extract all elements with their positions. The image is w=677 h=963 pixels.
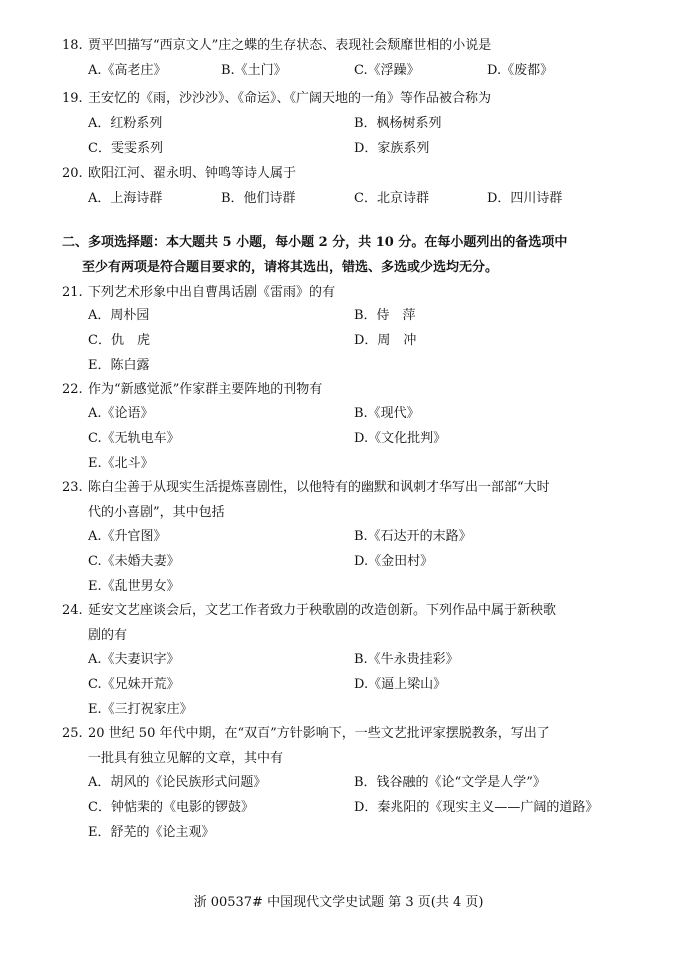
options-row <box>88 795 628 820</box>
option-d[interactable]: D.《废都》 <box>487 63 554 78</box>
option-c[interactable]: C．雯雯系列 <box>88 141 163 156</box>
options-row <box>88 549 628 574</box>
option-e[interactable]: E.《北斗》 <box>88 456 154 471</box>
question-25 <box>62 721 628 771</box>
option-d[interactable]: D．家族系列 <box>354 141 430 156</box>
option-d[interactable]: D．周 冲 <box>354 333 417 348</box>
option-b[interactable]: B.《石达开的末路》 <box>354 529 472 544</box>
option-d[interactable]: D.《逼上梁山》 <box>354 677 447 692</box>
question-stem-continued: 剧的有 <box>88 628 128 643</box>
question-19 <box>62 86 628 111</box>
question-number: 24. <box>62 603 83 618</box>
question-stem: 王安忆的《雨，沙沙沙》、《命运》、《广阔天地的一角》等作品被合称为 <box>88 91 492 106</box>
question-number: 22. <box>62 382 83 397</box>
option-b[interactable]: B．枫杨树系列 <box>354 116 442 131</box>
option-c[interactable]: C.《浮躁》 <box>354 63 420 78</box>
option-c[interactable]: C．仇 虎 <box>88 333 150 348</box>
option-a[interactable]: A．胡风的《论民族形式问题》 <box>88 775 267 790</box>
option-a[interactable]: A．周朴园 <box>88 308 150 323</box>
options-row <box>88 353 628 378</box>
options-row <box>88 820 628 845</box>
option-b[interactable]: B.《牛永贵挂彩》 <box>354 652 459 667</box>
question-22 <box>62 377 628 402</box>
options-row <box>88 672 628 697</box>
option-c[interactable]: C.《未婚夫妻》 <box>88 554 180 569</box>
question-number: 18. <box>62 38 83 53</box>
option-d[interactable]: D.《金田村》 <box>354 554 434 569</box>
question-24 <box>62 598 628 648</box>
options-row <box>88 574 628 599</box>
options-row <box>88 58 628 83</box>
section-heading-line1: 二、多项选择题：本大题共 5 小题，每小题 2 分，共 10 分。在每小题列出的备选项中 <box>62 235 568 250</box>
option-d[interactable]: D．秦兆阳的《现实主义——广阔的道路》 <box>354 800 599 815</box>
option-a[interactable]: A.《高老庄》 <box>88 63 167 78</box>
page-footer: 浙 00537# 中国现代文学史试题 第 3 页(共 4 页) <box>193 895 484 910</box>
question-number: 21. <box>62 285 83 300</box>
question-stem: 20 世纪 50 年代中期，在“双百”方针影响下，一些文艺批评家摆脱教条，写出了 <box>88 726 550 741</box>
question-stem: 欧阳江河、翟永明、钟鸣等诗人属于 <box>88 166 297 181</box>
option-a[interactable]: A.《升官图》 <box>88 529 167 544</box>
option-a[interactable]: A.《夫妻识字》 <box>88 652 180 667</box>
option-b[interactable]: B．他们诗群 <box>221 191 296 206</box>
options-row <box>88 136 628 161</box>
option-e[interactable]: E．舒芜的《论主观》 <box>88 825 215 840</box>
question-20 <box>62 161 628 186</box>
option-a[interactable]: A.《论语》 <box>88 406 154 421</box>
options-row <box>88 328 628 353</box>
question-stem: 作为“新感觉派”作家群主要阵地的刊物有 <box>88 382 323 397</box>
option-c[interactable]: C.《无轨电车》 <box>88 431 180 446</box>
question-stem: 延安文艺座谈会后，文艺工作者致力于秧歌剧的改造创新。下列作品中属于新秧歌 <box>88 603 557 618</box>
section-heading-line2: 至少有两项是符合题目要求的，请将其选出，错选、多选或少选均无分。 <box>82 260 499 275</box>
question-21 <box>62 280 628 305</box>
option-d[interactable]: D.《文化批判》 <box>354 431 447 446</box>
question-stem-continued: 一批具有独立见解的文章，其中有 <box>88 751 284 766</box>
option-b[interactable]: B．侍 萍 <box>354 308 416 323</box>
option-b[interactable]: B．钱谷融的《论“文学是人学”》 <box>354 775 546 790</box>
options-row <box>88 647 628 672</box>
options-row <box>88 401 628 426</box>
options-row <box>88 524 628 549</box>
options-row <box>88 770 628 795</box>
options-row <box>88 426 628 451</box>
options-row <box>88 186 628 211</box>
question-18 <box>62 33 628 58</box>
option-b[interactable]: B.《土门》 <box>221 63 287 78</box>
option-c[interactable]: C．钟惦棐的《电影的锣鼓》 <box>88 800 254 815</box>
question-stem-continued: 代的小喜剧”，其中包括 <box>88 505 225 520</box>
option-b[interactable]: B.《现代》 <box>354 406 420 421</box>
question-number: 25. <box>62 726 83 741</box>
option-e[interactable]: E．陈白露 <box>88 358 150 373</box>
question-stem: 贾平凹描写“西京文人”庄之蝶的生存状态、表现社会颓靡世相的小说是 <box>88 38 492 53</box>
question-number: 19. <box>62 91 83 106</box>
section-heading <box>62 230 632 280</box>
options-row <box>88 303 628 328</box>
option-a[interactable]: A．上海诗群 <box>88 191 163 206</box>
option-c[interactable]: C.《兄妹开荒》 <box>88 677 180 692</box>
option-c[interactable]: C．北京诗群 <box>354 191 429 206</box>
options-row <box>88 451 628 476</box>
option-a[interactable]: A．红粉系列 <box>88 116 163 131</box>
question-number: 20. <box>62 166 83 181</box>
options-row <box>88 697 628 722</box>
question-23 <box>62 475 628 525</box>
question-stem: 陈白尘善于从现实生活提炼喜剧性，以他特有的幽默和讽刺才华写出一部部“大时 <box>88 480 550 495</box>
option-e[interactable]: E.《三打祝家庄》 <box>88 702 193 717</box>
option-d[interactable]: D．四川诗群 <box>487 191 563 206</box>
question-stem: 下列艺术形象中出自曹禺话剧《雷雨》的有 <box>88 285 336 300</box>
options-row <box>88 111 628 136</box>
question-number: 23. <box>62 480 83 495</box>
option-e[interactable]: E.《乱世男女》 <box>88 579 180 594</box>
